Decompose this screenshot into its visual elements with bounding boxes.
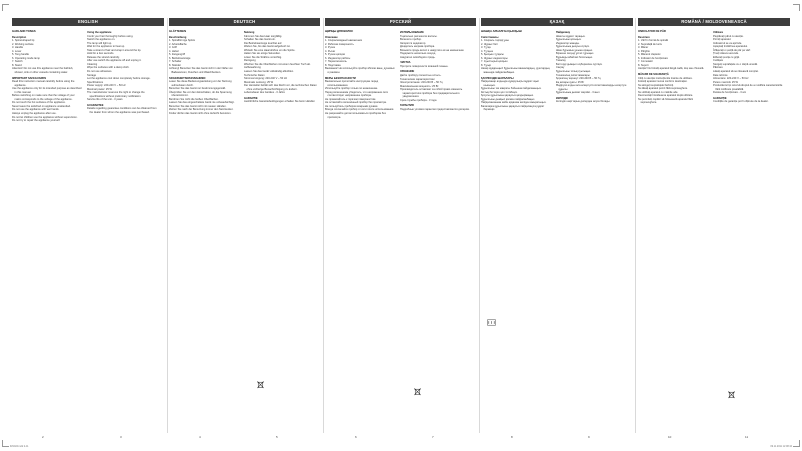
manual-text-line: Never leave the switched on appliance unattended. [12,104,71,108]
manual-text-line: 2. Arbeitsfläche [169,42,187,46]
manual-text-line: Der Hersteller behält sich das Recht vor, die technischen Daten ohne vorherige Benachrichtigung zu ändern. [244,84,317,91]
manual-text-line: 3. Griff [169,46,177,50]
recycle-bin-icon [413,387,422,396]
manual-text-line: Comb your hair thoroughly before using. [87,34,134,38]
manual-text-line: Kinder dürfen das Gerät nicht ohne Aufsicht benutzen. [169,112,232,116]
page-divider [635,18,636,433]
manual-text-line: Құрылғының қызмет мерзімі - 3 жыл [556,91,600,95]
language-header-bar [12,18,790,26]
manual-text-line: Condițiile de garanție pot fi obținute de la dealer. [713,100,769,104]
page-number: 5 [276,435,278,439]
manual-text-line: 8. Stand [12,63,22,67]
manual-text-line: 7. Ауыстырып-қосқыш [481,60,508,64]
manual-text-line: Înfășurați o șuviță de păr pe vârf. [713,48,751,52]
manual-text-line: Nu utilizați aparatul cu mâinile ude. [638,90,679,94]
page-number: 2 [42,435,44,439]
text-column [169,29,239,429]
manual-text-line: Wickeln Sie eine Haarsträhne um die Spitze. [244,48,296,52]
manual-text-line: Nu lăsați aparatul pornit fără supraveghere. [638,87,688,91]
manual-text-line: Беттерді дымқыл шүберекпен сүртіңіз. [556,62,603,66]
manual-text-line: Lösen Sie die Strähne vorsichtig. [244,55,282,59]
section-heading: КЕПІЛДІК [556,96,568,100]
manual-text-line: Максимальная мощность: 25 Вт [400,84,439,88]
manual-text-line: Производитель оставляет за собой право изменять характеристики прибора без предварительного уведомления. [400,88,463,99]
manual-text-line: Țineți câteva secunde. [713,52,739,56]
manual-text-line: 4. Hebel [169,49,179,53]
section-heading: Descriere [638,35,650,39]
manual-text-line: Putere maximă: 25 W [713,80,738,84]
manual-text-line: Пайдаланар алдында нұсқаулықты мұқият оқып шығыңыз. [481,80,540,87]
manual-text-line: Lassen Sie das eingeschaltete Gerät nie unbeaufsichtigt. [169,101,235,105]
manual-text-line: Do not touch the hot surfaces of the appliance. [12,101,66,105]
section-heading: ҚАУІПСІЗДІК ШАРАЛАРЫ [481,76,514,80]
manual-text-line: Ыстық беттерге қол тигізбеңіз. [481,90,518,94]
manual-text-line: Подробные условия гарантии предоставляются дилером. [400,107,470,111]
manual-text-line: Achtung! Benutzen Sie das Gerät nicht in der Nähe von Badewannen, Duschen und Waschbecken. [169,67,233,75]
manual-text-line: Nu atingeți suprafețele fierbinți. [638,83,674,87]
manual-text-line: Maximale Leistung: 25 W [244,80,274,84]
manual-text-line: Eliberați șuvița cu grijă. [713,55,740,59]
section-heading: GARANTIE [244,96,258,100]
text-column [244,29,317,429]
manual-text-line: 6. Indicator de funcționare [638,56,668,60]
manual-text-line: Cleaning [87,62,98,66]
manual-text-line: Atenție! Nu folosiți aparatul lângă cadă, duș sau chiuvetă. [638,67,705,71]
manual-text-line: Ең жоғары қуаты: 25 Вт [556,80,585,84]
manual-text-line: Дождитесь нагрева прибора. [400,45,435,49]
section-heading: GARANȚIE [713,96,727,100]
manual-text-line: 2. Suprafață de lucru [638,42,663,46]
manual-text-line: 3. Handle [12,46,24,50]
manual-text-line: 5. Zangengriff [169,53,185,57]
manual-text-line: 2. Рабочая поверхность [325,42,354,46]
manual-text-line: Hold for a few seconds. [87,52,115,56]
print-footer-right: 09.11.2011 12:08:44 [770,445,792,448]
manual-text-line: Halten Sie sie einige Sekunden. [244,52,281,56]
manual-text-line: Păstrare [713,66,723,70]
page-number: 11 [745,435,749,439]
manual-text-line: Reinigung [244,59,256,63]
manual-text-line: Тщательно расчешите волосы. [400,34,438,38]
manual-text-line: 1. Спираль тәрізді ұшы [481,39,509,43]
page-number: 3 [120,435,122,439]
text-column [713,29,786,429]
manual-text-line: Details regarding guarantee conditions can be obtained from the dealer from whom the appliance was purchased. [87,107,157,115]
manual-text-line: Porniți aparatul. [713,38,732,42]
text-column [87,29,160,429]
manual-text-line: Do not use abrasives. [87,70,113,74]
manual-text-line: Внимательно прочитайте инструкцию перед использованием. [325,80,379,87]
manual-text-line: Lassen Sie das Gerät vollständig abkühlen. [244,70,294,74]
manual-text-line: Құрылғыны дымқыл қолмен пайдаланбаңыз. [481,97,535,101]
manual-text-line: Загорится индикатор. [400,41,426,45]
manual-text-line: 8. Ständer [169,63,181,67]
manual-text-line: The manufacturer reserves the right to change the specifications without preliminary notification. [87,91,145,98]
manual-text-line: Аккуратно освободите прядь. [400,55,436,59]
manual-text-line: Не разрешайте детям пользоваться прибором без присмотра. [325,112,386,119]
manual-text-line: Producătorul își rezervă dreptul de a modifica caracteristicile fără notificare prealabilă. [713,84,783,91]
manual-text-line: Бұрымды абайлап босатыңыз. [556,55,593,59]
manual-text-line: Возьмите прядь волос и накрутите её на наконечник. [400,48,465,52]
section-heading: ЧИСТКА [400,61,411,65]
manual-text-line: Take a strand of hair and wrap it around the tip. [87,48,142,52]
section-title: ШАШҚА АРНАЛҒАН ҚЫСҚЫШ [481,30,522,33]
manual-text-line: 5. Ручка щипцов [325,53,345,57]
manual-text-line: 8. Suport [638,63,649,67]
page-number: 4 [199,435,201,439]
manual-text-line: Date tehnice [713,73,728,77]
manual-text-line: 5. Tong handle [12,53,29,57]
section-heading: Description [12,35,27,39]
manual-text-line: 6. Жұмыс индикаторы [481,56,508,60]
manual-text-line: Aufbewahrung [244,66,261,70]
section-heading: Пайдалану [556,31,571,34]
page-divider [479,18,480,433]
manual-text-line: Alimentare: 220-240 V ~ 50 Hz [713,77,749,81]
manual-text-line: 3. Ручка [325,46,335,50]
language-header: ROMÂNĂ / MOLDOVENEASCĂ [638,18,790,26]
manual-text-line: Citiți cu atenție instrucțiunile înainte de utilizare. [638,76,693,80]
manual-text-line: Lebensdauer des Gerätes - 3 Jahre [244,91,285,95]
text-column [481,29,551,429]
page-divider [323,18,324,433]
manual-text-line: Перед включением убедитесь, что напряжение сети соответствует напряжению прибора. [325,90,389,98]
page-divider [167,18,168,433]
page-number: 7 [432,435,434,439]
manual-text-line: Подержите несколько секунд. [400,52,436,56]
manual-text-line: Включите прибор. [400,38,422,42]
section-heading: Nutzung [244,31,255,34]
eac-mark-icon [487,318,496,327]
manual-text-line: Электропитание: 220-240 В ~ 50 Гц [400,81,443,85]
manual-text-line: Бірнеше секунд ұстап тұрыңыз. [556,52,595,56]
manual-text-line: Назар аударыңыз! Құрылғыны ванналардың, душтардың жанында пайдаланбаңыз. [481,67,550,75]
section-heading: SICHERHEITSMASSNAHMEN [169,76,206,80]
manual-text-line: Не оставляйте включённый прибор без присмотра. [325,101,387,105]
page-number: 8 [511,435,513,439]
page-number: 10 [668,435,672,439]
manual-text-line: Warten Sie, bis das Gerät aufgeheizt ist. [244,45,291,49]
manual-text-line: Всегда отключайте прибор от сети после использования. [325,108,394,112]
manual-text-line: Lesen Sie diese Bedienungsanleitung vor der Nutzung aufmerksam durch. [169,80,232,87]
manual-text-line: Stromversorgung: 220-240 V ~ 50 Hz [244,77,288,81]
manual-text-line: Do not try to repair the appliance yourself. [12,119,61,123]
manual-text-line: Не пользуйтесь прибором мокрыми руками. [325,104,379,108]
manual-text-line: Benutzen Sie das Gerät nur bestimmungsgemäß. [169,87,226,91]
page-number: 9 [588,435,590,439]
manual-text-line: Wipe the surfaces with a damp cloth. [87,66,130,70]
language-header: ҚАЗАҚ [481,18,633,26]
text-column [12,29,82,429]
manual-text-line: Ștergeți suprafețele cu o cârpă umedă. [713,62,758,66]
manual-text-line: Шаш бұрымын ұшына ораңыз. [556,48,593,52]
manual-text-line: Service life of the unit - 3 years [87,98,123,102]
text-column [556,29,629,429]
recycle-bin-icon [256,380,265,389]
manual-text-line: Specifications [87,80,104,84]
manual-text-line: Maximal power: 25 W [87,87,112,91]
manual-text-line: Техникалық сипаттамалары [556,73,590,77]
section-heading: МЕРЫ БЕЗОПАСНОСТИ [325,76,356,80]
section-heading: IMPORTANT SAFEGUARDS [12,76,47,80]
section-heading: ХРАНЕНИЕ [400,70,415,74]
manual-text-line: Құрылғыны қосыңыз. [556,38,582,42]
manual-text-line: Тазалау [556,59,566,63]
manual-text-line: Do not let children use the appliance without supervision. [12,115,78,119]
language-header: РУССКИЙ [325,18,476,26]
manual-text-line: Шашты мұқият тараңыз. [556,34,586,38]
manual-text-line: 4. Pârghie [638,49,650,53]
manual-text-line: Folosiți aparatul numai conform destinației. [638,80,688,84]
crop-mark-bottom-left [2,440,9,447]
manual-text-line: Release the strand carefully. [87,55,120,59]
manual-text-line: 6. Индикатор работы [325,56,351,60]
manual-text-line: 3. Mâner [638,46,649,50]
manual-text-line: Berühren Sie nicht die heißen Oberflächen. [169,97,219,101]
manual-text-line: 7. Schalter [169,60,182,64]
manual-text-line: Кепілдік шарттарын дилерден алуға болады. [556,100,611,104]
section-heading: Utilizare [713,31,724,34]
manual-text-line: Durata de funcționare - 3 ani [713,91,746,95]
manual-text-line: Протрите поверхности влажной тканью. [400,64,449,68]
manual-text-line: 5. Қысқыш тұтқасы [481,53,504,57]
manual-text-line: 7. Switch [12,60,23,64]
manual-text-line: 2. Working surface [12,42,34,46]
section-heading: Описание [325,35,338,39]
manual-text-line: Read this instruction manual carefully before using the appliance. [12,80,75,87]
manual-text-line: Lăsați aparatul să se răcească complet. [713,70,759,74]
manual-text-line: Benutzen Sie das Gerät nicht mit nassen Händen. [169,104,227,108]
manual-text-line: Внимание! Не используйте прибор вблизи ванн, душевых и раковин. [325,67,395,75]
manual-text-line: 7. Переключатель [325,60,347,64]
manual-text-line: 4. Lever [12,49,22,53]
manual-text-line: Așteptați încălzirea aparatului. [713,45,748,49]
manual-text-line: Балаларға құрылғыны қараусыз пайдалануға рұқсат бермеңіз. [481,104,545,112]
manual-text-line: 6. Operating mode lamp [12,56,40,60]
manual-text-line: Құрылғыны тек мақсаты бойынша пайдаланыңыз. [481,87,542,91]
manual-text-line: 1. Spiralförmige Spitze [169,39,196,43]
manual-text-line: Ziehen Sie nach der Benutzung immer den Netzstecker. [169,108,234,112]
manual-text-line: Switch the appliance on. [87,38,116,42]
manual-text-line: Пайдаланғаннан кейін әрқашан желіден ажыратыңыз. [481,101,547,105]
manual-text-line: Қосулы құрылғыны қараусыз қалдырмаңыз. [481,94,534,98]
manual-text-line: Өндіруші алдын ала ескертусіз сипаттамаларды өзгертуге құқылы. [556,84,627,91]
manual-text-line: Используйте прибор только по назначению. [325,87,378,91]
manual-text-line: Құрылғының қызуын күтіңіз. [556,45,590,49]
manual-text-line: After use switch the appliance off and unplug it. [87,59,142,63]
manual-text-line: Die Betriebsanzeige leuchtet auf. [244,41,283,45]
section-title: ONDULATOR DE PĂR [638,30,666,33]
section-title: GLÄTTEISEN [169,30,187,33]
manual-text-line: 1. Vârf în formă de spirală [638,39,668,43]
manual-text-line: Сақтау [556,66,565,70]
manual-text-line: 3. Тұтқа [481,46,491,50]
manual-text-line: Indicatorul se va aprinde. [713,41,742,45]
manual-text-line: Before switching on make sure that the voltage of your mains corresponds to the voltage of the appliance. [12,94,75,101]
section-heading: ГАРАНТИЯ [400,104,414,108]
manual-text-line: Deconectați întotdeauna aparatul după utilizare. [638,94,694,98]
recycle-bin-icon [727,390,736,399]
manual-text-line: Wait for the appliance to heat up. [87,45,125,49]
section-heading: ИСПОЛЬЗОВАНИЕ [400,31,424,34]
manual-text-line: Қоректену кернеуі: 220-240 В ~ 50 Гц [556,77,601,81]
manual-text-line: Құрылғыны толық суытыңыз. [556,70,591,74]
manual-text-line: Дайте прибору полностью остыть. [400,74,442,78]
manual-text-line: Не прикасайтесь к горячим поверхностям. [325,97,377,101]
text-column [638,29,708,429]
manual-text-line: Технические характеристики [400,77,435,81]
manual-text-line: 1. Spiral-shaped tip [12,39,35,43]
print-footer-left: IM1024.indd 2-11 [10,445,29,448]
page-number: 6 [355,435,357,439]
section-heading: MĂSURI DE SIGURANȚĂ [638,73,669,77]
section-title: ЩИПЦЫ ДЛЯ ВОЛОС [325,30,354,33]
section-title: GARLAND TONGS [12,30,36,33]
manual-text-line: Storage [87,73,97,77]
manual-text-line: Do not use the appliance with wet hands. [12,108,60,112]
manual-text-line: Wischen Sie die Oberflächen mit einem feuchten Tuch ab. [244,62,311,66]
manual-text-line: Let the appliance cool down completely before storage. [87,77,151,81]
manual-text-line: Nu permiteți copiilor să folosească aparatul fără supraveghere. [638,97,693,105]
manual-text-line: Use the appliance only for its intended purpose as described in this manual. [12,87,82,94]
manual-text-line: 8. Тұғыр [481,63,492,67]
section-heading: Using the appliance [87,31,112,34]
crop-mark-top-right [793,4,800,11]
manual-text-line: Curățare [713,59,724,63]
manual-text-line: The lamp will light up. [87,41,112,45]
manual-text-line: Ausführliche Garantiebedingungen erhalten Sie beim Händler. [244,100,316,104]
manual-text-line: 1. Спиралевидный наконечник [325,39,362,43]
manual-text-line: Индикатор жанады. [556,41,580,45]
crop-mark-top-left [2,4,9,11]
language-header: DEUTSCH [169,18,320,26]
section-heading: Beschreibung [169,35,187,39]
manual-text-line: 4. Рычаг [325,49,336,53]
manual-text-line: Срок службы прибора - 3 года [400,98,437,102]
manual-text-line: 8. Подставка [325,63,341,67]
section-heading: GUARANTEE [87,103,104,107]
manual-text-line: Pieptănați părul cu atenție. [713,34,744,38]
manual-text-line: Attention! Do not use this appliance near the bathtub, shower, sink or other vessels containing water. [12,67,74,75]
manual-text-line: 7. Comutator [638,60,653,64]
manual-text-line: 4. Тұтқыш [481,49,494,53]
text-column [325,29,395,429]
text-column [400,29,473,429]
manual-text-line: Power supply: 220-240 V ~ 50 Hz [87,84,126,88]
section-heading: Сипаттамасы [481,35,499,39]
manual-text-line: Kämmen Sie das Haar sorgfältig. [244,34,283,38]
language-header: ENGLISH [12,18,164,26]
manual-text-line: Always unplug the appliance after use. [12,112,57,116]
manual-text-line: 2. Жұмыс беті [481,42,498,46]
manual-text-line: 6. Betriebsanzeige [169,56,191,60]
crop-mark-bottom-right [793,440,800,447]
manual-text-line: Schalten Sie das Gerät ein. [244,38,276,42]
manual-text-line: 5. Mânerul cleștelui [638,53,661,57]
manual-text-line: Technische Daten [244,73,265,77]
manual-text-line: Überprüfen Sie vor dem Einschalten, ob die Spannung übereinstimmt. [169,90,232,98]
